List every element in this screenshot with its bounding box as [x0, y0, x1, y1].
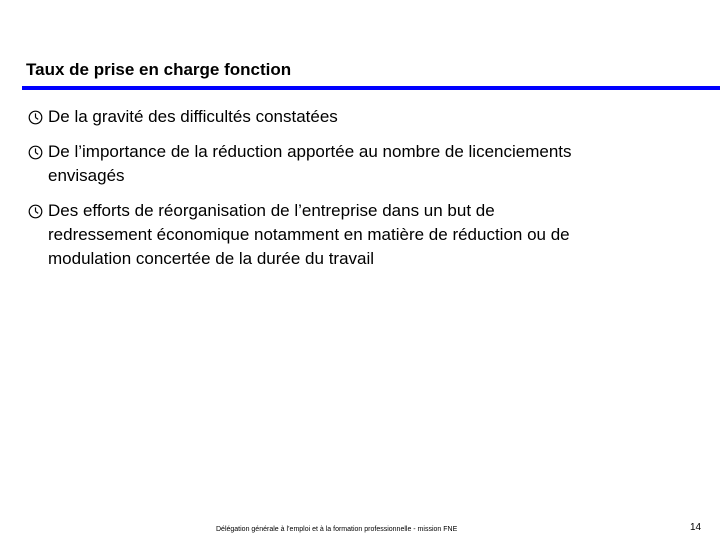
bullet-line: envisagés [48, 166, 125, 185]
clock-icon [28, 110, 43, 125]
bullet-item [28, 199, 708, 271]
bullet-item [28, 105, 708, 129]
bullet-line: modulation concertée de la durée du travail [48, 249, 375, 268]
slide-title: Taux de prise en charge fonction [26, 60, 292, 79]
bullet-line: Des efforts de réorganisation de l’entreprise dans un but de [48, 201, 495, 220]
bullet-line: redressement économique notamment en matière de réduction ou de [48, 225, 570, 244]
bullet-line: De l’importance de la réduction apportée au nombre de licenciements [48, 142, 572, 161]
bullet-item [28, 140, 708, 188]
clock-icon [28, 204, 43, 219]
page-number: 14 [690, 522, 702, 533]
bullet-line: De la gravité des difficultés constatées [48, 107, 338, 126]
clock-icon [28, 145, 43, 160]
title-underline [22, 86, 720, 90]
bullet-list [28, 105, 708, 282]
footer-text: Délégation générale à l’emploi et à la formation professionnelle - mission FNE [216, 526, 458, 533]
